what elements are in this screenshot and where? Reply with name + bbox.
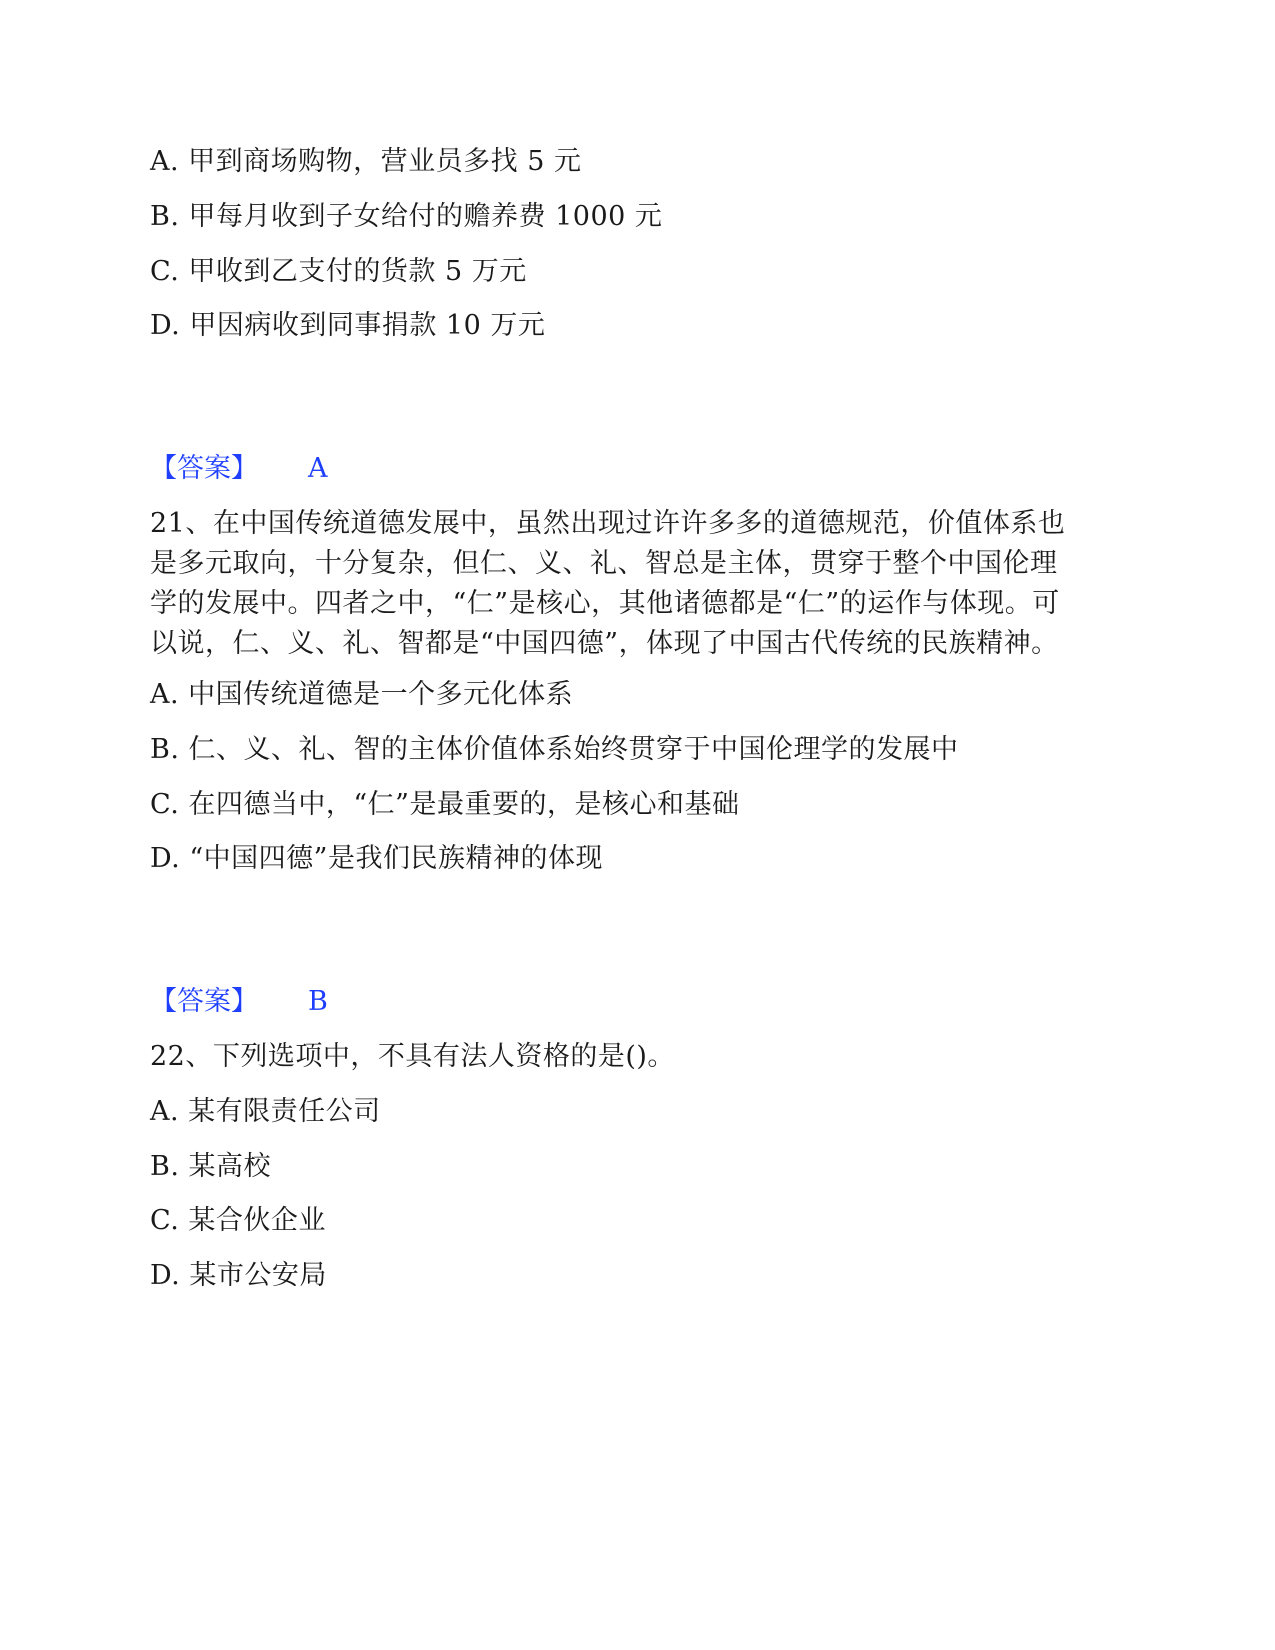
q21-option-c: C. 在四德当中，“仁”是最重要的，是核心和基础 [150, 789, 740, 820]
q22-option-d: D. 某市公安局 [150, 1260, 327, 1291]
q22-option-c: C. 某合伙企业 [150, 1205, 326, 1236]
answer-label: 【答案】 [150, 453, 258, 484]
q21-option-b: B. 仁、义、礼、智的主体价值体系始终贯穿于中国伦理学的发展中 [150, 734, 959, 765]
q20-answer [150, 453, 328, 485]
answer-value: B [308, 986, 328, 1017]
q20-option-c: C. 甲收到乙支付的货款 5 万元 [150, 256, 527, 287]
q21-option-d: D. “中国四德”是我们民族精神的体现 [150, 843, 603, 874]
q20-option-d: D. 甲因病收到同事捐款 10 万元 [150, 310, 546, 341]
q21-stem [150, 504, 1125, 664]
q21-stem-line: 21、在中国传统道德发展中，虽然出现过许许多多的道德规范，价值体系也 [150, 508, 1066, 539]
q21-stem-line: 是多元取向，十分复杂，但仁、义、礼、智总是主体，贯穿于整个中国伦理 [150, 548, 1058, 579]
answer-label: 【答案】 [150, 986, 258, 1017]
q20-option-b: B. 甲每月收到子女给付的赡养费 1000 元 [150, 201, 663, 232]
q22-option-a: A. 某有限责任公司 [150, 1096, 381, 1127]
q22-option-b: B. 某高校 [150, 1151, 272, 1182]
q21-stem-line: 学的发展中。四者之中，“仁”是核心，其他诸德都是“仁”的运作与体现。可 [150, 588, 1060, 619]
q21-stem-line: 以说，仁、义、礼、智都是“中国四德”，体现了中国古代传统的民族精神。 [150, 628, 1059, 659]
q21-option-a: A. 中国传统道德是一个多元化体系 [150, 679, 574, 710]
answer-value: A [308, 453, 328, 484]
q21-answer [150, 986, 328, 1018]
q20-option-a: A. 甲到商场购物，营业员多找 5 元 [150, 146, 582, 177]
q22-stem: 22、下列选项中，不具有法人资格的是()。 [150, 1041, 675, 1072]
